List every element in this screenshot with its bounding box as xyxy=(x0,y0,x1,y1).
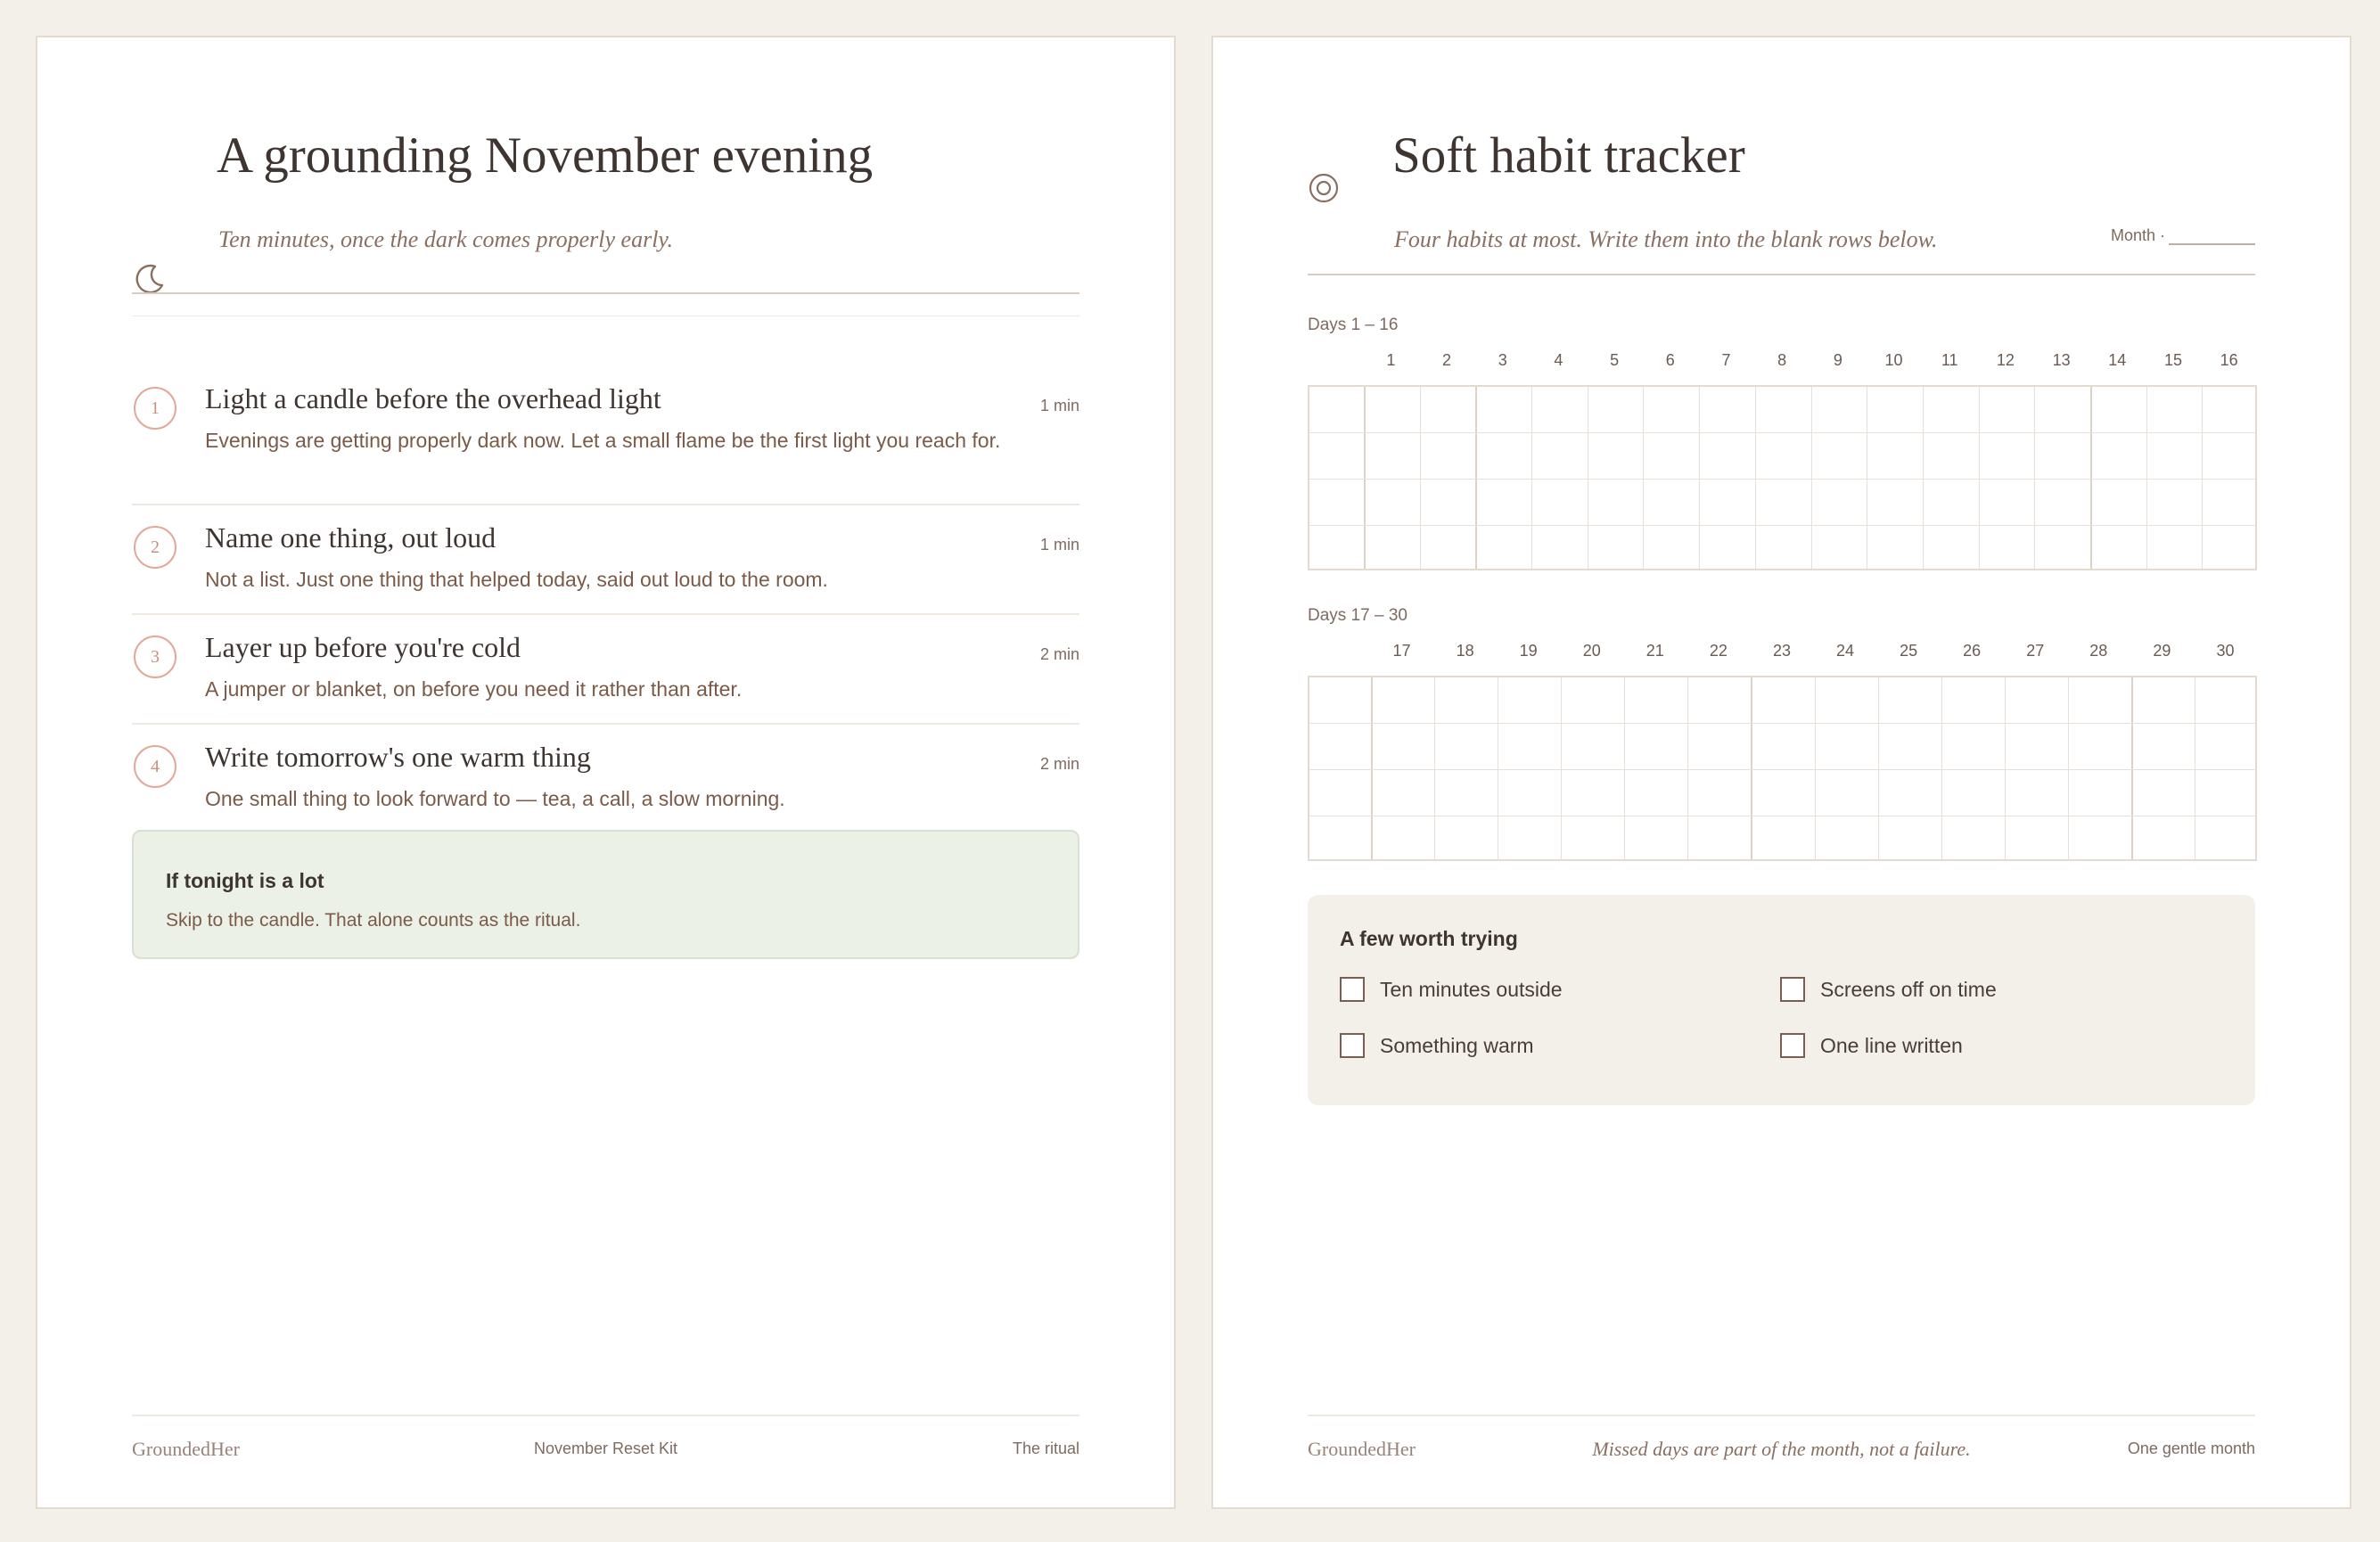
day-number: 5 xyxy=(1610,351,1620,369)
callout-title: If tonight is a lot xyxy=(166,869,324,892)
day-number: 8 xyxy=(1777,351,1787,369)
step-title: Light a candle before the overhead light xyxy=(205,382,661,414)
title-divider xyxy=(132,292,1079,294)
grid-column-line xyxy=(1811,387,1812,569)
month-write-line[interactable] xyxy=(2169,229,2255,245)
habit-grid[interactable] xyxy=(1308,676,2257,861)
grid-column-line xyxy=(2131,677,2133,859)
grid-column-line xyxy=(1755,387,1756,569)
step-title: Write tomorrow's one warm thing xyxy=(205,741,591,773)
grid-column-line xyxy=(1687,677,1688,859)
habit-grid[interactable] xyxy=(1308,385,2257,570)
grid-column-line xyxy=(2202,387,2203,569)
ritual-step xyxy=(132,725,1079,834)
page-footer xyxy=(1308,1415,2255,1468)
day-number: 26 xyxy=(1963,642,1982,660)
step-description: One small thing to look forward to — tea, a call, a slow morning. xyxy=(205,787,785,810)
day-number: 28 xyxy=(2089,642,2108,660)
grid-column-line xyxy=(1751,677,1752,859)
step-duration: 2 min xyxy=(1039,645,1079,663)
step-description: Not a list. Just one thing that helped today, said out loud to the room. xyxy=(205,568,828,591)
step-description: Evenings are getting properly dark now. Let a small flame be the first light you reach for. xyxy=(205,429,1001,452)
ritual-steps-list xyxy=(132,345,1079,834)
suggestion-label: Ten minutes outside xyxy=(1380,977,1563,1001)
day-number: 12 xyxy=(1996,351,2015,369)
grid-row-line xyxy=(1309,432,2255,433)
grid-row-line xyxy=(1309,525,2255,526)
footer-center: November Reset Kit xyxy=(533,1439,678,1457)
suggestion-label: Something warm xyxy=(1380,1033,1534,1057)
ritual-step xyxy=(132,345,1079,505)
day-number: 15 xyxy=(2163,351,2182,369)
day-number: 11 xyxy=(1941,351,1958,369)
grid-row-line xyxy=(1309,479,2255,480)
month-label: Month · xyxy=(2110,226,2165,244)
checkbox-icon[interactable] xyxy=(1780,977,1805,1002)
grid-row-line xyxy=(1309,723,2255,724)
day-number: 14 xyxy=(2108,351,2127,369)
day-number: 9 xyxy=(1833,351,1842,369)
suggestion-checkbox[interactable] xyxy=(1780,977,1997,1002)
checkbox-icon[interactable] xyxy=(1340,977,1365,1002)
grid-column-line xyxy=(1941,677,1942,859)
grid-column-line xyxy=(1878,677,1879,859)
suggestions-title: A few worth trying xyxy=(1340,927,1518,950)
step-duration: 2 min xyxy=(1039,755,1079,773)
grid-column-line xyxy=(1923,387,1924,569)
step-duration: 1 min xyxy=(1039,397,1079,414)
suggestions-panel xyxy=(1308,895,2255,1105)
page-footer xyxy=(132,1415,1079,1468)
day-number: 6 xyxy=(1665,351,1675,369)
grid-row-line xyxy=(1309,769,2255,770)
step-duration: 1 min xyxy=(1039,536,1079,554)
grid-column-line xyxy=(1699,387,1700,569)
day-number: 10 xyxy=(1884,351,1903,369)
grid-column-line xyxy=(2005,677,2006,859)
month-field[interactable] xyxy=(2111,226,2255,245)
day-number: 27 xyxy=(2026,642,2045,660)
page-subtitle: Four habits at most. Write them into the blank rows below. xyxy=(1394,226,1938,252)
day-number: 18 xyxy=(1456,642,1474,660)
step-title: Layer up before you're cold xyxy=(205,631,521,663)
step-number-badge: 2 xyxy=(134,526,176,569)
footer-brand: GroundedHer xyxy=(1308,1438,1416,1460)
day-number: 17 xyxy=(1392,642,1411,660)
day-number: 4 xyxy=(1554,351,1563,369)
ritual-step xyxy=(132,615,1079,725)
grid-column-line xyxy=(2068,677,2069,859)
step-title: Name one thing, out loud xyxy=(205,521,497,554)
grid-column-line xyxy=(1979,387,1980,569)
grid-column-line xyxy=(1815,677,1816,859)
day-number: 19 xyxy=(1519,642,1538,660)
grid-column-line xyxy=(1475,387,1477,569)
page-subtitle: Ten minutes, once the dark comes properly early. xyxy=(218,226,674,252)
day-number: 16 xyxy=(2220,351,2238,369)
page-title: Soft habit tracker xyxy=(1392,127,1745,184)
grid-column-line xyxy=(1371,677,1373,859)
habit-tracker-page xyxy=(1211,36,2351,1509)
suggestion-checkbox[interactable] xyxy=(1780,1033,1963,1058)
day-number: 20 xyxy=(1582,642,1601,660)
tracker-block-label: Days 1 – 16 xyxy=(1308,316,1399,334)
day-number: 22 xyxy=(1709,642,1728,660)
grid-column-line xyxy=(2146,387,2147,569)
target-icon xyxy=(1308,172,1340,204)
footer-right: The ritual xyxy=(1012,1439,1079,1457)
title-divider xyxy=(1308,274,2255,275)
day-number: 13 xyxy=(2052,351,2071,369)
grid-column-line xyxy=(1531,387,1532,569)
grid-column-line xyxy=(1561,677,1562,859)
page-title: A grounding November evening xyxy=(217,127,874,184)
tonight-callout xyxy=(132,830,1079,959)
day-number: 1 xyxy=(1386,351,1396,369)
checkbox-icon[interactable] xyxy=(1340,1033,1365,1058)
tracker-block-label: Days 17 – 30 xyxy=(1308,606,1407,625)
step-number-badge: 1 xyxy=(134,387,176,430)
day-number: 30 xyxy=(2216,642,2235,660)
step-number-badge: 4 xyxy=(134,745,176,788)
grid-column-line xyxy=(2034,387,2035,569)
day-number: 21 xyxy=(1645,642,1664,660)
grid-column-line xyxy=(1643,387,1644,569)
ritual-page xyxy=(36,36,1176,1509)
grid-column-line xyxy=(1364,387,1366,569)
day-number: 23 xyxy=(1772,642,1791,660)
step-number-badge: 3 xyxy=(134,636,176,678)
ritual-step xyxy=(132,505,1079,615)
day-number: 7 xyxy=(1721,351,1731,369)
checkbox-icon[interactable] xyxy=(1780,1033,1805,1058)
grid-column-line xyxy=(1624,677,1625,859)
day-number: 2 xyxy=(1442,351,1452,369)
grid-column-line xyxy=(2090,387,2092,569)
day-number: 3 xyxy=(1498,351,1507,369)
day-number: 25 xyxy=(1900,642,1918,660)
grid-column-line xyxy=(1420,387,1421,569)
footer-brand: GroundedHer xyxy=(132,1438,240,1460)
callout-text: Skip to the candle. That alone counts as the ritual. xyxy=(166,910,581,931)
day-number: 29 xyxy=(2153,642,2171,660)
grid-column-line xyxy=(1434,677,1435,859)
moon-icon xyxy=(132,261,168,297)
suggestion-label: One line written xyxy=(1820,1033,1963,1057)
suggestion-checkbox[interactable] xyxy=(1340,1033,1534,1058)
suggestion-label: Screens off on time xyxy=(1820,977,1997,1001)
suggestion-checkbox[interactable] xyxy=(1340,977,1563,1002)
step-description: A jumper or blanket, on before you need it rather than after. xyxy=(205,677,743,701)
footer-center: Missed days are part of the month, not a failure. xyxy=(1592,1438,1971,1460)
footer-right: One gentle month xyxy=(2127,1439,2255,1457)
day-number: 24 xyxy=(1836,642,1855,660)
